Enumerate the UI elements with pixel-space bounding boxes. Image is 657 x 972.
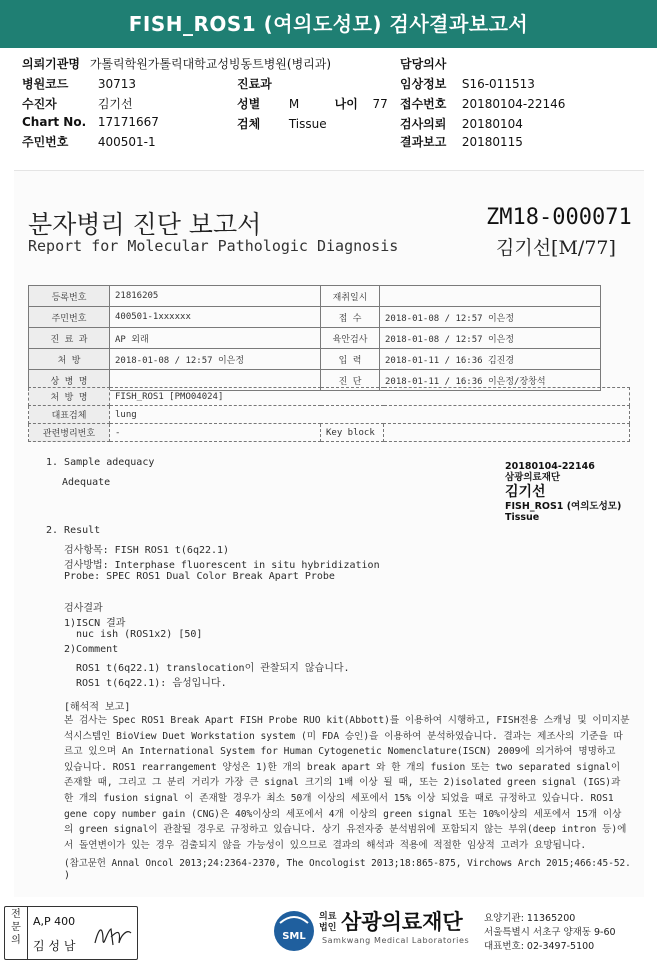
keyblock-value (384, 424, 630, 442)
registration-value-2: 2018-01-11 / 16:36 김진경 (380, 349, 601, 370)
result-heading: 2. Result (46, 525, 101, 536)
scanned-report (14, 170, 644, 897)
interp-text: 본 검사는 Spec ROS1 Break Apart FISH Probe RUO kit(Abbott)를 이용하여 시행하고, FISH전용 스캐닝 및 이미지분석시스템인 BioView Duet Workstation system (미 FDA 승인)을 이용하여 분석하였습니다. 결과는 제조사의 기준을 따르고 있으며 An International System for Human Cytogenetic Nomenclature(ISCN) 2009에 의거하여 명명하고 있습니다. ROS1 rearrangement 양성은 1)한 개의 break apart 와 한 개의 fusion 또는 two separated signal이 존재할 때, 그리고 그 분리 거리가 가장 큰 signal 크기의 1배 이상 될 때, 또는 2)isolated green signal (IGS)과 한 개의 fusion signal 이 존재할 경우가 최소 50개 이상의 세포에서 15% 이상 되었을 때로 규정하고 있습니다. ROS1 gene copy number gain (CNG)은 40%이상의 세포에서 4개 이상의 green signal 또는 10%이상의 세포에서 15개 이상의 green signal이 관찰될 경우로 규정하고 있습니다. 상기 유전자중 분석범위에 포함되지 않는 부위(deep intron 등)에서 돌연변이가 있는 경우 검출되지 않을 가능성이 있으므로 결과의 해석과 적용에 적절한 임상적 고려가 요망됩니다. (64, 715, 630, 851)
comment-2: ROS1 t(6q22.1): 음성입니다. (76, 678, 227, 689)
keyblock-label: Key block (321, 424, 384, 442)
reported-row (400, 133, 523, 150)
department-label: 진료과 (237, 77, 272, 91)
org-prefix (319, 912, 336, 934)
registration-row (29, 286, 601, 307)
test-method: 검사방법: Interphase fluorescent in situ hybridization (64, 560, 380, 571)
related-value: - (110, 424, 321, 442)
related-label: 관련병리번호 (29, 424, 110, 442)
rep-specimen-row (29, 406, 630, 424)
org-english: Samkwang Medical Laboratories (322, 936, 470, 945)
iscn-label: 1)ISCN 결과 (64, 618, 126, 629)
receiver-label: 수진자 (22, 97, 57, 111)
department-row (237, 75, 301, 92)
institution-value: 가톨릭학원가톨릭대학교성빙동트병원(병리과) (89, 57, 332, 71)
age-label: 나이 (334, 97, 358, 111)
stamp-accession: 20180104-22146 (505, 461, 595, 472)
reference-close: ) (64, 870, 71, 881)
rep-specimen-label: 대표검체 (29, 406, 110, 424)
iscn-value: nuc ish (ROS1x2) [50] (76, 629, 203, 640)
sample-value: Adequate (62, 477, 111, 488)
chart-label: Chart No. (22, 115, 87, 129)
requested-label: 검사의뢰 (400, 117, 447, 131)
specimen-label: 검체 (237, 117, 261, 131)
org-contact (484, 912, 616, 954)
registration-label-2: 진 단 (321, 370, 380, 391)
sex-row (237, 95, 388, 112)
stamp-test: FISH_ROS1 (여의도성모) (505, 501, 622, 512)
signature-box (4, 906, 138, 960)
hospital-code-label: 병원코드 (22, 77, 69, 91)
dept-code: A,P 400 (33, 915, 76, 928)
signature-image (91, 921, 135, 951)
sex-label: 성별 (237, 97, 261, 111)
registration-label: 처 방 (29, 349, 110, 370)
related-row (29, 424, 630, 442)
probe: Probe: SPEC ROS1 Dual Color Break Apart Probe (64, 571, 335, 582)
hospital-code-value: 30713 (97, 77, 137, 91)
registration-label: 진 료 과 (29, 328, 110, 349)
result-label: 검사결과 (64, 603, 103, 614)
registration-value: 2018-01-08 / 12:57 이은정 (110, 349, 321, 370)
rep-specimen-value: lung (110, 406, 630, 424)
logo-text: SML (282, 931, 306, 942)
registration-row (29, 349, 601, 370)
stamp-institution: 삼광의료재단 (505, 472, 561, 483)
reference: (참고문헌 Annal Oncol 2013;24:2364-2370, The Oncologist 2013;18:865-875, Virchows Arch 2015;466:45-52. (64, 858, 631, 869)
registration-label-2: 재취일시 (321, 286, 380, 307)
comment-1: ROS1 t(6q22.1) translocation이 관찰되지 않습니다. (76, 663, 350, 674)
role-label-text: 전문의 (11, 909, 21, 946)
clinical-info-value: S16-011513 (461, 77, 535, 91)
sml-logo-icon (272, 909, 316, 953)
registration-table (28, 285, 601, 391)
registration-value-2: 2018-01-08 / 12:57 이은정 (380, 328, 601, 349)
role-label (5, 907, 28, 959)
registration-label-2: 접 수 (321, 307, 380, 328)
receiver-row (22, 95, 133, 112)
clinical-info-label: 임상정보 (400, 77, 447, 91)
reported-label: 결과보고 (400, 135, 447, 149)
chart-row (22, 115, 159, 129)
specimen-stamp (505, 461, 621, 523)
accession-row (400, 95, 565, 112)
sex-value: M (288, 97, 300, 111)
care-code: 요양기관: 11365200 (484, 913, 576, 924)
chart-value: 17171667 (97, 115, 159, 129)
rx-label: 처 방 명 (29, 388, 110, 406)
test-item: 검사항목: FISH ROS1 t(6q22.1) (64, 545, 230, 556)
org-name: 삼광의료재단 (341, 910, 463, 934)
registration-label: 상 병 명 (29, 370, 110, 391)
org-prefix-2: 법인 (319, 923, 337, 933)
doc-patient: 김기선[M/77] (496, 237, 616, 259)
registration-row (29, 328, 601, 349)
attending-row (400, 55, 460, 72)
interp-label: [해석적 보고] (64, 702, 131, 713)
registration-value: 400501-1xxxxxx (110, 307, 321, 328)
rx-row (29, 388, 630, 406)
attending-label: 담당의사 (400, 57, 447, 71)
rx-value: FISH_ROS1 [PMO04024] (110, 388, 630, 406)
stamp-specimen: Tissue (505, 512, 540, 523)
registration-label: 등록번호 (29, 286, 110, 307)
institution-label: 의뢰기관명 (22, 57, 80, 71)
resident-label: 주민번호 (22, 135, 69, 149)
registration-value: 21816205 (110, 286, 321, 307)
doc-number: ZM18-000071 (486, 205, 632, 230)
comment-label: 2)Comment (64, 644, 119, 655)
receiver-value: 김기선 (97, 97, 133, 111)
accession-value: 20180104-22146 (461, 97, 566, 111)
reported-value: 20180115 (461, 135, 523, 149)
specimen-row (237, 115, 327, 132)
registration-label: 주민번호 (29, 307, 110, 328)
institution-row (22, 55, 331, 72)
specimen-value: Tissue (288, 117, 327, 131)
accession-label: 접수번호 (400, 97, 447, 111)
clinical-info-row (400, 75, 535, 92)
requested-value: 20180104 (461, 117, 523, 131)
requested-row (400, 115, 523, 132)
doc-title-korean: 분자병리 진단 보고서 (28, 210, 262, 239)
registration-label-2: 입 력 (321, 349, 380, 370)
registration-row (29, 307, 601, 328)
hospital-code-row (22, 75, 136, 92)
report-title: FISH_ROS1 (여의도성모) 검사결과보고서 (0, 0, 657, 48)
org-address: 서울특별시 서초구 양재동 9-60 (484, 927, 616, 938)
registration-value-2 (380, 286, 601, 307)
stamp-name: 김기선 (505, 484, 546, 500)
prescription-table (28, 387, 630, 442)
doc-title-english: Report for Molecular Pathologic Diagnosis (28, 237, 399, 255)
sample-heading: 1. Sample adequacy (46, 457, 155, 468)
org-prefix-1: 의료 (319, 912, 337, 922)
registration-value-2: 2018-01-08 / 12:57 이은정 (380, 307, 601, 328)
registration-value: AP 외래 (110, 328, 321, 349)
age-value: 77 (372, 97, 388, 111)
resident-value: 400501-1 (97, 135, 156, 149)
registration-value-2: 2018-01-11 / 16:36 이은정/장창석 (380, 370, 601, 391)
registration-label-2: 육안검사 (321, 328, 380, 349)
resident-row (22, 133, 156, 150)
org-phone: 대표번호: 02-3497-5100 (484, 941, 595, 952)
doctor-name: 김 성 남 (33, 939, 76, 953)
